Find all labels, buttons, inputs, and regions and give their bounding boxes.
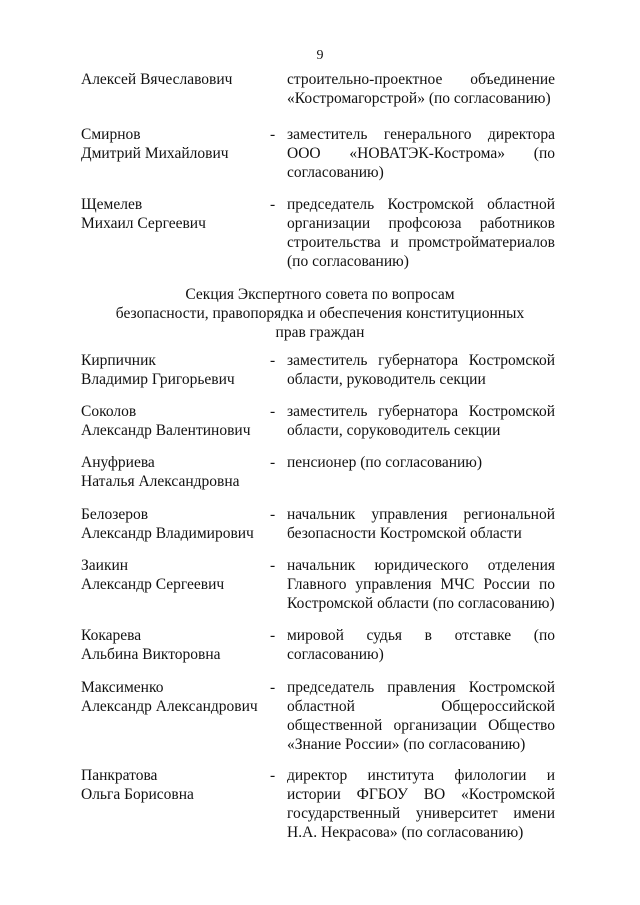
member-description: строительно-проектное объединение «Костромагорстрой» (по согласованию)	[287, 71, 555, 107]
section-heading-line: прав граждан	[275, 324, 365, 341]
member-name	[81, 125, 271, 163]
member-description: заместитель губернатора Костромской области, руководитель секции	[287, 352, 555, 388]
member-name	[81, 195, 271, 233]
member-description: председатель Костромской областной организации профсоюза работников строительства и промстройматериалов (по согласованию)	[287, 196, 555, 270]
member-dash: -	[270, 679, 276, 696]
section-heading-line: безопасности, правопорядка и обеспечения конституционных	[115, 305, 525, 322]
member-given-names: Михаил Сергеевич	[81, 215, 206, 232]
member-surname: Заикин	[81, 557, 129, 574]
section-heading-line: Секция Экспертного совета по вопросам	[185, 286, 455, 303]
member-surname: Ануфриева	[81, 454, 155, 471]
member-dash: -	[270, 454, 276, 471]
member-surname: Панкратова	[81, 767, 158, 784]
member-name	[81, 505, 271, 543]
member-surname: Щемелев	[81, 196, 143, 213]
member-dash: -	[270, 403, 276, 420]
member-given-names: Александр Владимирович	[81, 525, 254, 542]
member-description: заместитель генерального директора ООО «НОВАТЭК-Кострома» (по согласованию)	[287, 126, 555, 181]
member-dash: -	[270, 627, 276, 644]
member-given-names: Александр Александрович	[81, 698, 258, 715]
member-surname: Кирпичник	[81, 352, 156, 369]
member-surname: Максименко	[81, 679, 164, 696]
member-surname: Белозеров	[81, 506, 149, 523]
member-given-names: Дмитрий Михайлович	[81, 145, 229, 162]
member-dash: -	[270, 196, 276, 213]
member-name	[81, 556, 271, 594]
member-given-names: Наталья Александровна	[81, 473, 240, 490]
member-dash: -	[270, 352, 276, 369]
member-description: заместитель губернатора Костромской области, соруководитель секции	[287, 403, 555, 439]
member-given-names: Александр Валентинович	[81, 422, 251, 439]
member-name	[81, 402, 271, 440]
member-dash: -	[270, 767, 276, 784]
member-description: пенсионер (по согласованию)	[287, 454, 483, 471]
member-dash: -	[270, 557, 276, 574]
member-name	[81, 678, 271, 716]
member-description: начальник управления региональной безопасности Костромской области	[287, 506, 555, 542]
member-description: мировой судья в отставке (по согласованию)	[287, 627, 555, 663]
member-description: начальник юридического отделения Главного управления МЧС России по Костромской области (по согласованию)	[287, 557, 555, 612]
section-heading	[70, 285, 570, 342]
member-surname: Соколов	[81, 403, 137, 420]
member-surname: Кокарева	[81, 627, 142, 644]
member-description: директор института филологии и истории ФГБОУ ВО «Костромской государственный университет имени Н.А. Некрасова» (по согласованию)	[287, 767, 555, 841]
member-given-names: Александр Сергеевич	[81, 576, 225, 593]
member-surname: Смирнов	[81, 126, 141, 143]
member-name	[81, 70, 271, 89]
member-name	[81, 766, 271, 804]
member-given-names: Владимир Григорьевич	[81, 371, 235, 388]
member-name	[81, 351, 271, 389]
member-given-names: Ольга Борисовна	[81, 786, 194, 803]
member-dash: -	[270, 126, 276, 143]
member-dash: -	[270, 506, 276, 523]
member-name-line: Алексей Вячеславович	[81, 71, 233, 88]
page-number: 9	[316, 48, 324, 63]
member-name	[81, 626, 271, 664]
member-given-names: Альбина Викторовна	[81, 646, 221, 663]
member-name	[81, 453, 271, 491]
member-description: председатель правления Костромской областной Общероссийской общественной организации Общество «Знание России» (по согласованию)	[287, 679, 555, 753]
